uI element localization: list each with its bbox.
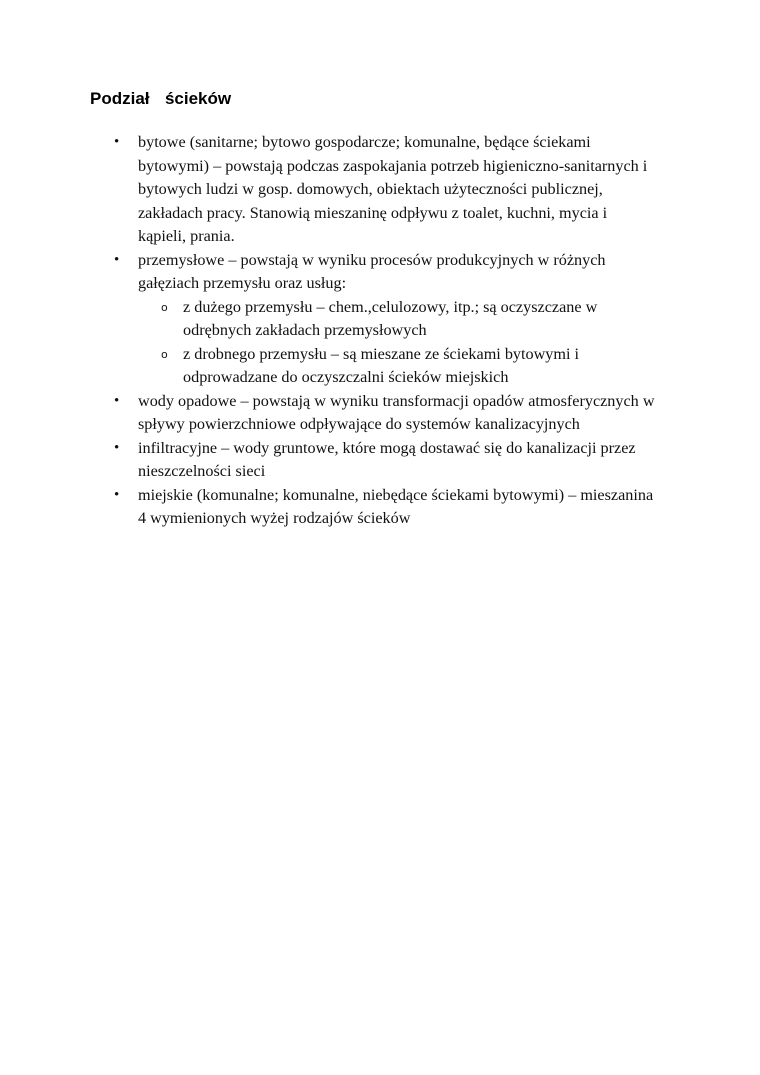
list-item-przemyslowe: [0, 249, 658, 390]
bullet-icon: •: [114, 392, 120, 409]
list-item-bytowe: [0, 131, 658, 249]
hollow-circle-bullet-icon: o: [161, 300, 168, 314]
wastewater-types-list: [0, 131, 760, 531]
list-item-text: bytowe (sanitarne; bytowo gospodarcze; komunalne, będące ściekami bytowymi) – powstają podczas zaspokajania potrzeb higieniczno-sanitarnych i bytowych ludzi w gosp. domowych, obiektach użyteczności publicznej, zakładach pracy. Stanowią mieszaninę odpływu z toalet, kuchni, mycia i kąpieli, prania.: [138, 133, 648, 245]
sublist-item-small-industry: [138, 343, 658, 390]
page-title: Podział ścieków: [90, 89, 232, 108]
bullet-icon: •: [114, 439, 120, 456]
sublist-item-text: z drobnego przemysłu – są mieszane ze ściekami bytowymi i odprowadzane do oczyszczalni ścieków miejskich: [183, 344, 580, 386]
list-item-miejskie: [0, 484, 658, 531]
list-item-wody-opadowe: [0, 390, 658, 437]
list-item-text: infiltracyjne – wody gruntowe, które mogą dostawać się do kanalizacji przez nieszczelności sieci: [138, 438, 636, 480]
sublist-item-text: z dużego przemysłu – chem.,celulozowy, itp.; są oczyszczane w odrębnych zakładach przemysłowych: [183, 297, 598, 339]
hollow-circle-bullet-icon: o: [161, 347, 168, 361]
list-item-infiltracyjne: [0, 437, 658, 484]
bullet-icon: •: [114, 251, 120, 268]
bullet-icon: •: [114, 134, 120, 150]
list-item-text: przemysłowe – powstają w wyniku procesów produkcyjnych w różnych gałęziach przemysłu oraz usług:: [138, 250, 606, 292]
list-item-text: wody opadowe – powstają w wyniku transformacji opadów atmosferycznych w spływy powierzchniowe odpływające do systemów kanalizacyjnych: [138, 391, 655, 433]
bullet-icon: •: [114, 486, 120, 503]
industrial-sublist: [138, 296, 658, 390]
sublist-item-large-industry: [138, 296, 658, 343]
list-item-text: miejskie (komunalne; komunalne, niebędące ściekami bytowymi) – mieszanina 4 wymienionych wyżej rodzajów ścieków: [138, 485, 654, 527]
